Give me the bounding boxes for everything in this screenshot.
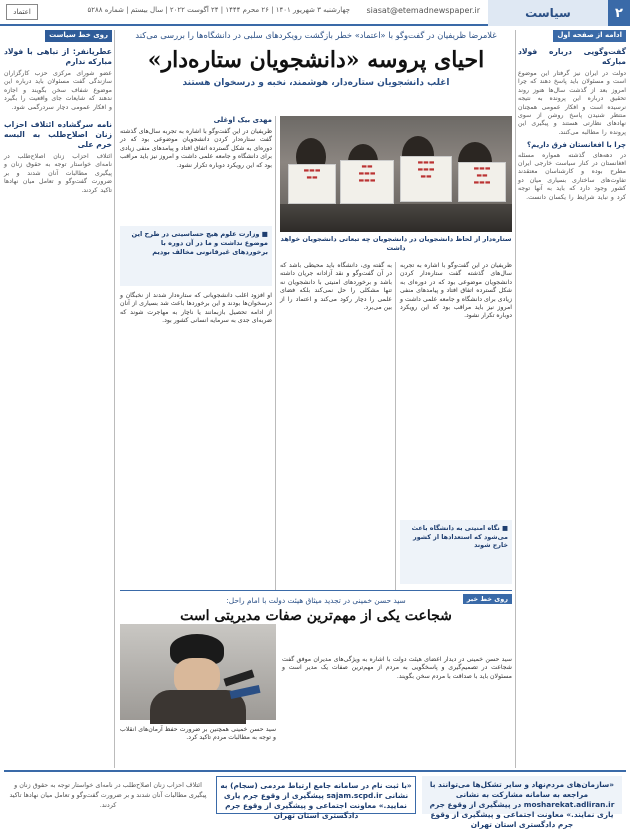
- main-article-body-4: ظریفیان در این گفت‌وگو با اشاره به تجربه سال‌های گذشته گفت ستاره‌دار کردن دانشجویان موضوعی بود که در دوره‌ای به شکل گسترده اتفاق افتاد و پیامدهای منفی زیادی برای دانشگاه و جامعه علمی داشت و امروز نیز باید مراقب بود که این رویکرد دوباره تکرار نشود.: [400, 262, 512, 320]
- protest-sign: ▬▬▬ ▬▬▬ ▬▬: [400, 156, 452, 202]
- microphone-icon: [223, 670, 254, 687]
- left-article-body-2: ائتلاف احزاب زنان اصلاح‌طلب در نامه‌ای خواستار توجه به حقوق زنان و پیگیری مطالبات آنان شدند و بر ضرورت گفت‌وگو و تعامل میان نهادها تاکید کردند.: [4, 153, 112, 194]
- ad-bar: [4, 770, 626, 829]
- pull-quote: ■ وزارت علوم هیچ حساسیتی در طرح این موضوع نداشت و ما در آن دوره با برخوردهای غیرقانونی مخالف بودیم: [120, 226, 272, 286]
- dateline: چهارشنبه ۳ شهریور ۱۴۰۱ | ۲۶ محرم ۱۴۴۴ | ۲۴ آگوست ۲۰۲۲ | سال بیستم | شماره ۵۲۸۸: [87, 6, 350, 14]
- main-article-body-1: ظریفیان در این گفت‌وگو با اشاره به تجربه سال‌های گذشته گفت ستاره‌دار کردن دانشجویان موضوعی بود که در دوره‌ای به شکل گسترده اتفاق افتاد و پیامدهای منفی زیادی برای دانشگاه و جامعه علمی داشت و امروز نیز باید مراقب بود که این رویکرد دوباره تکرار نشود.: [120, 128, 272, 169]
- main-article-body-3: به گفته وی، دانشگاه باید محیطی باشد که در آن گفت‌وگو و نقد آزادانه جریان داشته باشد و برخوردهای امنیتی با دانشجویان نه تنها مشکلی را حل نمی‌کند بلکه فضای علمی را دچار رکود می‌کند و اعتماد را از بین می‌برد.: [280, 262, 392, 312]
- right-column: [518, 30, 626, 790]
- column-divider: [275, 116, 276, 590]
- column-divider: [515, 30, 516, 768]
- news-line-tag: روی خط سیاست: [45, 30, 112, 42]
- khomeini-kicker: سید حسن خمینی در تجدید میثاق هیئت دولت با امام راحل:: [226, 596, 406, 605]
- page-number: ۲: [608, 0, 630, 26]
- continued-tag: ادامه از صفحه اول: [553, 30, 626, 42]
- left-article-title-2[interactable]: نامه سرگشاده ائتلاف احزاب زنان اصلاح‌طلب به البسه خرم علی: [4, 120, 112, 150]
- column-divider: [114, 30, 115, 768]
- main-headline[interactable]: احیای پروسه «دانشجویان ستاره‌دار»: [147, 47, 485, 73]
- khomeini-body-2: سید حسن خمینی همچنین بر ضرورت حفظ آرمان‌های انقلاب و توجه به مطالبات مردم تاکید کرد.: [120, 726, 276, 742]
- right-article-body-1: دولت در ایران نیز گرفتار این موضوع است و مسئولان باید پاسخ دهند که چرا امروز بعد از گذشت سال‌ها هنوز روند تحقیق درباره این پرونده به نتیجه نرسیده است و افکار عمومی همچنان منتظر شنیدن پاسخ روشن از سوی نهادهای نظارتی هستند و پیگیری این پرونده را مطالبه می‌کنند.: [518, 70, 626, 136]
- protest-sign: ▬▬ ▬▬▬ ▬▬▬: [340, 160, 394, 204]
- cleric-photo: [120, 624, 276, 720]
- microphone-icon: [229, 685, 260, 699]
- left-article-title-1[interactable]: عطریانفر: از تباهی با فولاد مبارکه ندارم: [4, 47, 112, 66]
- right-article-title[interactable]: گفت‌وگویی درباره فولاد مبارکه: [518, 47, 626, 66]
- right-subhead: چرا با افغانستان فرق داریم؟: [527, 141, 626, 150]
- main-article-body-2: او افزود اغلب دانشجویانی که ستاره‌دار شدند از نخبگان و درسخوان‌ها بودند و این برخوردها باعث شد بسیاری از آنان از ادامه تحصیل بازبمانند یا ناچار به مهاجرت شوند که ضربه‌ای جدی به سرمایه انسانی کشور بود.: [120, 292, 272, 325]
- story-divider: [120, 590, 512, 591]
- section-title[interactable]: سیاست: [488, 0, 608, 26]
- section-email[interactable]: siasat@etemadnewspaper.ir: [366, 6, 480, 15]
- protest-photo: [280, 116, 512, 232]
- main-kicker: غلامرضا ظریفیان در گفت‌وگو با «اعتماد» خطر بازگشت رویکردهای سلبی در دانشگاه‌ها را بررسی می‌کند: [135, 30, 497, 40]
- protest-sign: ▬▬▬ ▬▬ ▬▬▬: [458, 162, 506, 202]
- right-article-body-2: در دهه‌های گذشته همواره مسئله افغانستان در کنار سیاست خارجی ایران مطرح بوده و کارشناسان معتقدند تفاوت‌های ساختاری بسیاری میان دو کشور وجود دارد که باید به آنها توجه کرد و نباید شرایط را یکسان دانست.: [518, 151, 626, 201]
- photo-caption: ستاره‌دار از لحاظ دانشجویان در دانشجویان چه تبعاتی دانشجویان خواهد داشت: [280, 235, 512, 252]
- pull-quote-2: ■ نگاه امنیتی به دانشگاه باعث می‌شود که استعدادها از کشور خارج شوند: [400, 520, 512, 584]
- main-headline-zone: [120, 30, 512, 88]
- left-article-body-1: عضو شورای مرکزی حزب کارگزاران سازندگی گفت مسئولان باید درباره این موضوع شفاف سخن بگویند و اجازه ندهند که شایعات جای واقعیت را بگیرد و افکار عمومی دچار سردرگمی شود.: [4, 70, 112, 111]
- news-tag: روی خط خبر: [463, 594, 512, 604]
- khomeini-body: سید حسن خمینی در دیدار اعضای هیئت دولت با اشاره به ویژگی‌های مدیران موفق گفت شجاعت در تصمیم‌گیری و پاسخگویی به مردم از مهم‌ترین صفات یک مدیر است و مسئولان باید با صداقت با مردم سخن بگویند.: [282, 656, 512, 680]
- protest-sign: ▬▬▬ ▬▬: [288, 164, 336, 204]
- column-divider: [395, 262, 396, 590]
- newspaper-logo: اعتماد: [6, 4, 38, 20]
- khomeini-headline[interactable]: شجاعت یکی از مهم‌ترین صفات مدیریتی است: [180, 608, 452, 624]
- ad-sajam[interactable]: «با ثبت نام در سامانه جامع ارتباط مردمی (سجام) به نشانی sajam.scpd.ir پیشگیری از وقوع جرم یاری نمایید.» معاونت اجتماعی و پیشگیری از وقوع جرم دادگستری استان تهران: [216, 776, 416, 814]
- ad-left-text: ائتلاف احزاب زنان اصلاح‌طلب در نامه‌ای خواستار توجه به حقوق زنان و پیگیری مطالبات آنان شدند و بر ضرورت گفت‌وگو و تعامل میان نهادها تاکید کردند.: [9, 781, 207, 809]
- left-column: [4, 30, 112, 790]
- page-header: [0, 0, 630, 26]
- byline: مهدی بیک اوغلی: [213, 116, 272, 124]
- main-subheadline: اغلب دانشجویان ستاره‌دار، هوشمند، نخبه و درسخوان هستند: [182, 78, 450, 88]
- ad-mosharekat[interactable]: «سازمان‌های مردم‌نهاد و سایر تشکل‌ها می‌توانند با مراجعه به سامانه مشارکت به نشانی mosharekat.adliran.ir در پیشگیری از وقوع جرم یاری نمایند.» معاونت اجتماعی و پیشگیری از وقوع جرم دادگستری استان تهران: [422, 776, 622, 814]
